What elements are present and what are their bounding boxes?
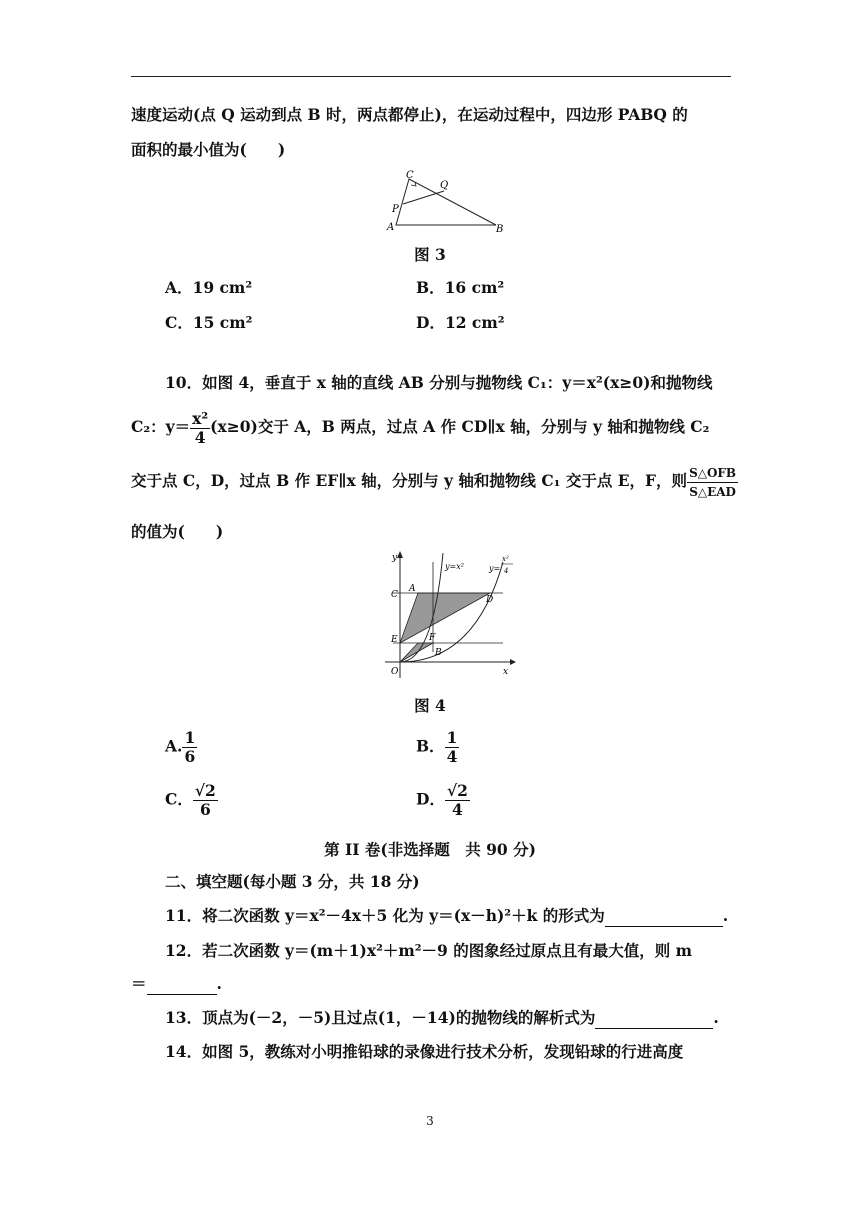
section-title: 第 II 卷(非选择题 共 90 分) — [324, 840, 536, 859]
fig4-curve1-label: y=x² — [445, 562, 464, 571]
q12-line2: ＝ . — [131, 974, 222, 993]
q10-line1: 10．如图 4，垂直于 x 轴的直线 AB 分别与抛物线 C₁：y＝x²(x≥0)和抛物线 — [165, 373, 713, 392]
q9-option-b[interactable]: B．16 cm² — [416, 278, 505, 297]
fig3-label-C: C — [406, 170, 414, 181]
q9-line2: 面积的最小值为( ) — [131, 140, 286, 159]
q11: 11．将二次函数 y＝x²－4x＋5 化为 y＝(x－h)²＋k 的形式为 . — [165, 906, 729, 925]
q9-option-a[interactable]: A．19 cm² — [165, 278, 253, 297]
fig3-label-B: B — [496, 224, 504, 235]
fig4-label-O: O — [391, 667, 399, 677]
fig4-curve2-num: x² — [502, 555, 509, 563]
q10-line3: 交于点 C，D，过点 B 作 EF∥x 轴，分别与 y 轴和抛物线 C₁ 交于点 E，F，则 $\frac{\text{S△OFB}}{\text{S△EAD}}$ — [131, 465, 737, 499]
fig4-label-D: D — [486, 595, 494, 605]
fig4-label-y: y — [392, 553, 398, 563]
q12-line1: 12．若二次函数 y＝(m＋1)x²＋m²－9 的图象经过原点且有最大值，则 m — [165, 941, 693, 960]
fig3-caption: 图 3 — [414, 245, 446, 264]
fig3-label-P: P — [392, 204, 399, 215]
q10-frac-area-ratio: $\frac{\text{S△OFB}}{\text{S△EAD}}$ — [689, 465, 737, 499]
q10-line4: 的值为( ) — [131, 522, 224, 541]
figure-4-parabolas — [375, 548, 525, 686]
fig4-label-B: B — [435, 648, 442, 658]
q9-option-d[interactable]: D．12 cm² — [416, 313, 505, 332]
figure-3-triangle — [380, 166, 510, 236]
q10-frac-x2-over-4: $\frac{\text{x²}}{4}$ — [192, 408, 209, 447]
q9-option-c[interactable]: C．15 cm² — [165, 313, 253, 332]
q10-option-c[interactable]: C． $\frac{√2}{6}$ — [165, 781, 216, 819]
q10-option-b[interactable]: B． $\frac{1}{4}$ — [416, 728, 458, 766]
fig4-label-E: E — [391, 635, 398, 645]
q10-line2: C₂：y＝ $\frac{\text{x²}}{4}$ (x≥0)交于 A，B 两点，过点 A 作 CD∥x 轴，分别与 y 轴和抛物线 C₂ — [131, 408, 710, 447]
fig4-curve2-den: 4 — [504, 567, 509, 575]
fig4-label-C: C — [391, 590, 398, 600]
q9-line1: 速度运动(点 Q 运动到点 B 时，两点都停止)，在运动过程中，四边形 PABQ 的 — [131, 105, 688, 124]
q13-answer-blank[interactable] — [595, 1012, 713, 1029]
fig3-label-A: A — [387, 222, 395, 233]
fig4-label-F: F — [429, 633, 436, 643]
q14: 14．如图 5，教练对小明推铅球的录像进行技术分析，发现铅球的行进高度 — [165, 1042, 684, 1061]
q10-option-d[interactable]: D． $\frac{√2}{4}$ — [416, 781, 468, 819]
fig4-label-x: x — [503, 667, 509, 677]
q11-answer-blank[interactable] — [605, 910, 723, 927]
q13: 13．顶点为(－2，－5)且过点(1，－14)的抛物线的解析式为 . — [165, 1008, 719, 1027]
q12-answer-blank[interactable] — [147, 978, 217, 995]
part2-heading: 二、填空题(每小题 3 分，共 18 分) — [165, 872, 420, 891]
fig4-curve2-prefix: y= — [489, 564, 501, 573]
q10-option-a[interactable]: A. $\frac{1}{6}$ — [165, 728, 196, 766]
header-rule — [131, 76, 731, 77]
fig4-label-A: A — [409, 584, 416, 594]
fig4-caption: 图 4 — [414, 696, 446, 715]
page-number: 3 — [426, 1114, 434, 1128]
fig3-label-Q: Q — [440, 180, 449, 191]
